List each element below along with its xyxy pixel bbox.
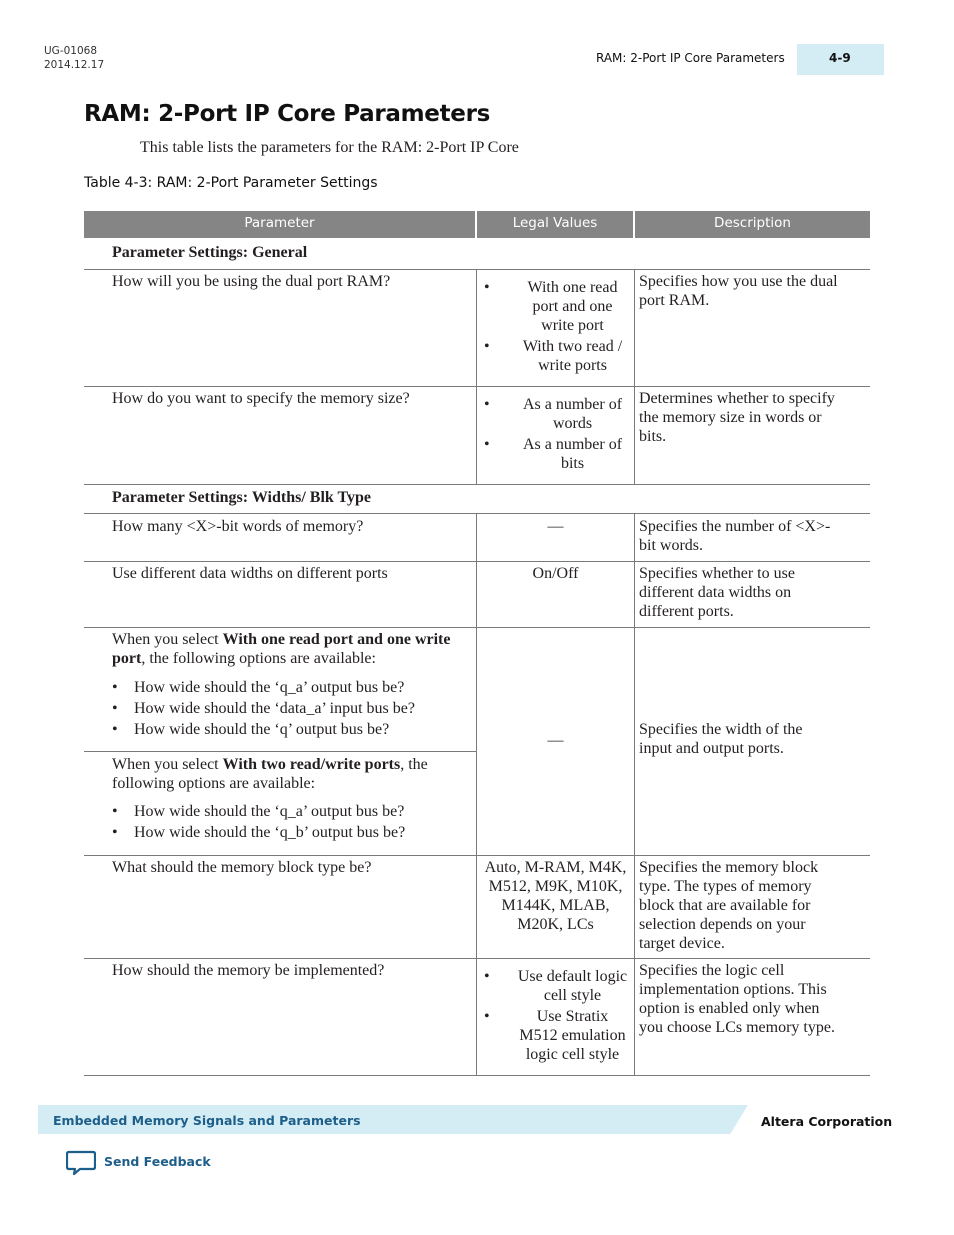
row-divider bbox=[84, 627, 870, 628]
list-item: • How wide should the ‘q’ output bus be? bbox=[112, 720, 472, 739]
list-item: • With one read port and one write port bbox=[484, 278, 629, 335]
table-header bbox=[84, 211, 870, 238]
table-row-value: — bbox=[547, 518, 564, 535]
doc-id: UG-01068 bbox=[44, 45, 98, 57]
table-row-param: Use different data widths on different ports bbox=[112, 565, 388, 582]
doc-id-block bbox=[44, 44, 104, 72]
footer-chapter-link[interactable]: Embedded Memory Signals and Parameters bbox=[53, 1113, 361, 1128]
doc-date: 2014.12.17 bbox=[44, 59, 105, 71]
page-title: RAM: 2-Port IP Core Parameters bbox=[84, 101, 491, 127]
options-list bbox=[112, 678, 472, 739]
table-row-param: How many <X>-bit words of memory? bbox=[112, 518, 364, 535]
column-divider bbox=[634, 269, 635, 485]
table-row-desc: Specifies the number of <X>-bit words. bbox=[639, 518, 831, 554]
legal-values-list bbox=[484, 395, 629, 475]
row-divider bbox=[84, 484, 870, 485]
legal-values-list bbox=[484, 278, 629, 377]
table-row-param: How do you want to specify the memory size? bbox=[112, 390, 410, 407]
row-divider bbox=[84, 751, 476, 752]
table-row-param: How should the memory be implemented? bbox=[112, 962, 385, 979]
list-item: • How wide should the ‘q_a’ output bus be? bbox=[112, 678, 472, 697]
list-item: • How wide should the ‘q_b’ output bus be? bbox=[112, 823, 472, 842]
row-divider bbox=[84, 513, 870, 514]
column-divider bbox=[476, 269, 477, 485]
table-row-param: How will you be using the dual port RAM? bbox=[112, 273, 391, 290]
list-item: • Use Stratix M512 emulation logic cell style bbox=[484, 1007, 629, 1064]
table-row-value: Auto, M-RAM, M4K, M512, M9K, M10K, M144K, MLAB, M20K, LCs bbox=[484, 859, 627, 933]
table-row-param: When you select With one read port and one write port, the following options are available: bbox=[112, 631, 451, 667]
group-heading-general: Parameter Settings: General bbox=[112, 244, 308, 261]
column-divider bbox=[476, 513, 477, 1076]
table-row-desc: Specifies how you use the dual port RAM. bbox=[639, 273, 838, 309]
speech-bubble-icon[interactable] bbox=[66, 1150, 96, 1176]
table-row-desc: Specifies the width of the input and output ports. bbox=[639, 721, 803, 757]
table-row-value: — bbox=[547, 732, 564, 749]
header-page-number: 4-9 bbox=[797, 44, 884, 75]
list-item: • With two read / write ports bbox=[484, 337, 629, 375]
footer-corporation: Altera Corporation bbox=[761, 1114, 893, 1129]
send-feedback-link[interactable]: Send Feedback bbox=[104, 1154, 211, 1169]
list-item: • How wide should the ‘data_a’ input bus be? bbox=[112, 699, 472, 718]
row-divider bbox=[84, 386, 870, 387]
table-row-desc: Specifies the memory block type. The types of memory block that are available for selection depends on your target device. bbox=[639, 859, 819, 952]
column-header-description: Description bbox=[635, 211, 870, 238]
list-item: • How wide should the ‘q_a’ output bus be? bbox=[112, 802, 472, 821]
row-divider bbox=[84, 561, 870, 562]
group-heading-widths: Parameter Settings: Widths/ Blk Type bbox=[112, 489, 371, 506]
table-row-desc: Determines whether to specify the memory size in words or bits. bbox=[639, 390, 835, 445]
row-divider bbox=[84, 1075, 870, 1076]
column-divider bbox=[634, 513, 635, 1076]
table-row-desc: Specifies the logic cell implementation options. This option is enabled only when you choose LCs memory type. bbox=[639, 962, 835, 1036]
table-row-param: When you select With two read/write ports, the following options are available: bbox=[112, 756, 428, 792]
list-item: • Use default logic cell style bbox=[484, 967, 629, 1005]
row-divider bbox=[84, 958, 870, 959]
legal-values-list bbox=[484, 967, 629, 1066]
column-header-parameter: Parameter bbox=[84, 211, 475, 238]
column-header-legal-values: Legal Values bbox=[477, 211, 633, 238]
list-item: • As a number of bits bbox=[484, 435, 629, 473]
table-caption: Table 4-3: RAM: 2-Port Parameter Settings bbox=[84, 175, 378, 191]
intro-text: This table lists the parameters for the RAM: 2-Port IP Core bbox=[140, 139, 519, 156]
options-list bbox=[112, 802, 472, 842]
table-row-value: On/Off bbox=[532, 565, 579, 582]
row-divider bbox=[84, 269, 870, 270]
table-row-param: What should the memory block type be? bbox=[112, 859, 372, 876]
list-item: • As a number of words bbox=[484, 395, 629, 433]
row-divider bbox=[84, 855, 870, 856]
table-row-desc: Specifies whether to use different data widths on different ports. bbox=[639, 565, 795, 620]
header-section-title: RAM: 2-Port IP Core Parameters bbox=[596, 51, 785, 65]
